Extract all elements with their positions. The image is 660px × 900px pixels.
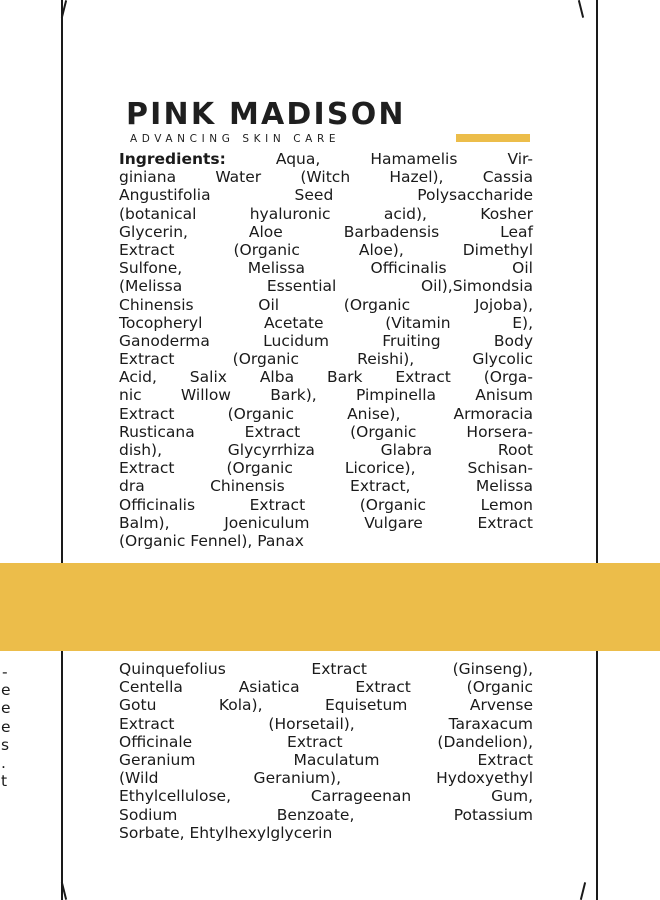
bottom-right-fold-tick [580, 882, 586, 900]
ingredient-line: Centella Asiatica Extract (Organic [119, 678, 533, 697]
ingredient-line: Extract (Organic Reishi), Glycolic [119, 350, 533, 369]
left-panel-fragment: t [1, 772, 8, 791]
ingredient-line [119, 150, 533, 168]
ingredient-line: Officinalis Extract (Organic Lemon [119, 495, 533, 514]
left-panel-fold-line [61, 0, 63, 900]
ingredients-upper-block [119, 150, 533, 550]
ingredient-line: Officinale Extract (Dandelion), [119, 732, 533, 751]
ingredient-line-text: Aqua, Hamamelis Vir- [225, 150, 533, 168]
ingredient-line: Quinquefolius Extract (Ginseng), [119, 660, 533, 678]
ingredient-line: Balm), Joeniculum Vulgare Extract [119, 513, 533, 532]
ingredients-lower-block [119, 660, 533, 842]
left-panel-fragment: - [2, 663, 8, 681]
ingredient-line: Angustifolia Seed Polysaccharide [119, 186, 533, 205]
left-panel-fragment: . [1, 754, 6, 772]
ingredient-line: Tocopheryl Acetate (Vitamin E), [119, 313, 533, 332]
ingredient-line: Sorbate, Ehtylhexylglycerin [119, 823, 333, 842]
ingredient-line: (Organic Fennel), Panax [119, 531, 304, 550]
ingredient-line: dish), Glycyrrhiza Glabra Root [119, 441, 533, 459]
left-panel-fragment: s [1, 735, 10, 754]
brand-tagline: ADVANCING SKIN CARE [130, 133, 341, 145]
left-panel-fragment: e [1, 681, 11, 700]
brand-name: PINK MADISON [126, 97, 406, 132]
accent-band [0, 563, 660, 651]
ingredient-line: Rusticana Extract (Organic Horsera- [119, 422, 533, 441]
ingredient-line: Sodium Benzoate, Potassium [119, 805, 533, 824]
brand-logo [126, 97, 530, 146]
ingredient-line: Gotu Kola), Equisetum Arvense [119, 696, 533, 715]
ingredient-line: dra Chinensis Extract, Melissa [119, 477, 533, 496]
ingredients-label: Ingredients: [119, 150, 226, 168]
top-right-fold-tick [578, 0, 584, 18]
ingredient-line: Extract (Organic Anise), Armoracia [119, 404, 533, 423]
left-panel-fragment: e [1, 717, 11, 736]
ingredient-line: Acid, Salix Alba Bark Extract (Orga- [119, 368, 533, 387]
right-panel-fold-line [596, 0, 598, 900]
ingredient-line: Extract (Organic Licorice), Schisan- [119, 459, 533, 478]
ingredient-line: Extract (Horsetail), Taraxacum [119, 714, 533, 733]
ingredient-line: Sulfone, Melissa Officinalis Oil [119, 259, 533, 278]
ingredient-line: giniana Water (Witch Hazel), Cassia [119, 168, 533, 187]
ingredient-line: Geranium Maculatum Extract [119, 750, 533, 769]
ingredient-line: (Melissa Essential Oil),Simondsia [119, 277, 533, 296]
left-panel-fragment: e [1, 699, 11, 718]
ingredient-line: Chinensis Oil (Organic Jojoba), [119, 295, 533, 314]
tagline-row [126, 132, 530, 146]
tagline-accent-bar [456, 134, 530, 142]
ingredient-line: Extract (Organic Aloe), Dimethyl [119, 240, 533, 259]
ingredient-line: (botanical hyaluronic acid), Kosher [119, 204, 533, 223]
ingredient-line: Ganoderma Lucidum Fruiting Body [119, 331, 533, 350]
ingredient-line: (Wild Geranium), Hydoxyethyl [119, 769, 533, 788]
ingredient-line: Glycerin, Aloe Barbadensis Leaf [119, 222, 533, 241]
ingredient-line: Ethylcellulose, Carrageenan Gum, [119, 787, 533, 806]
ingredient-line: nic Willow Bark), Pimpinella Anisum [119, 386, 533, 405]
